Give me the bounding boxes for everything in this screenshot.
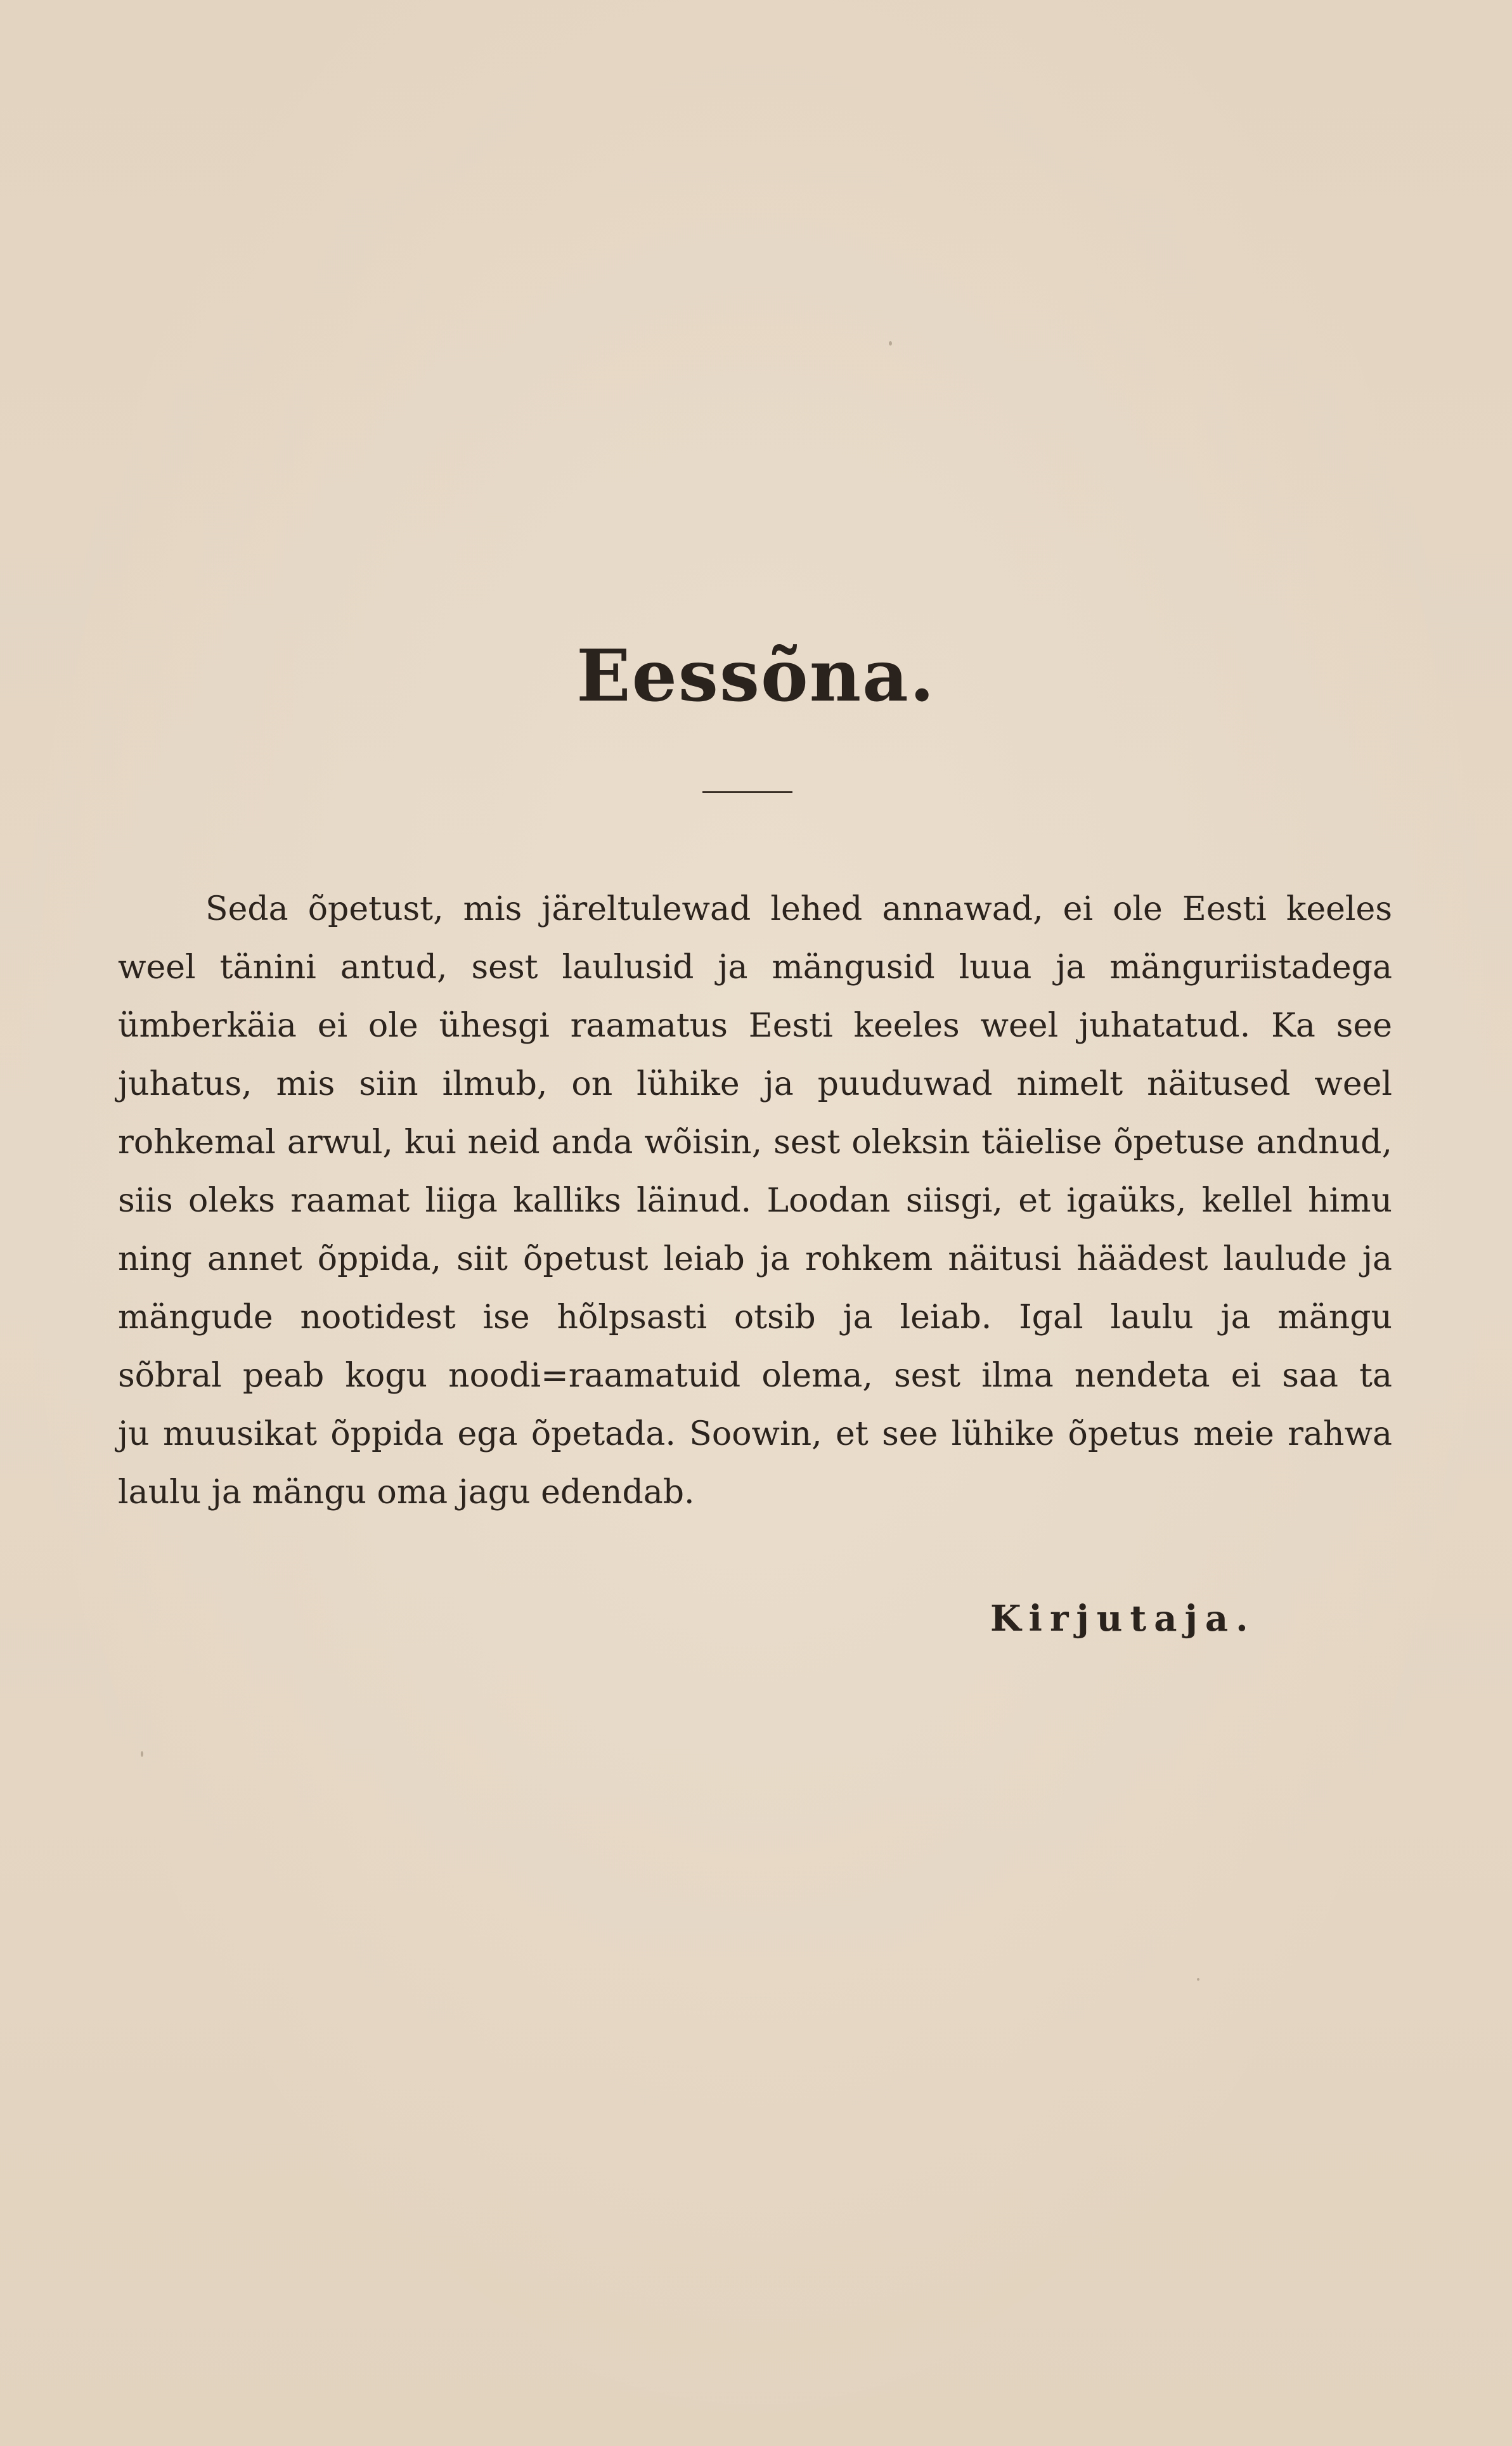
text-line: ümberkäia ei ole ühesgi raamatus Eesti keeles weel juhatatud. Ka see: [118, 1007, 1392, 1045]
paper-speck: [141, 1751, 143, 1757]
title-divider: [702, 791, 792, 793]
preface-paragraph: [118, 880, 1392, 1522]
text-line: juhatus, mis siin ilmub, on lühike ja puuduwad nimelt näitused weel: [118, 1065, 1392, 1103]
signature: Kirjutaja.: [990, 1598, 1256, 1640]
text-line: mängude nootidest ise hõlpsasti otsib ja leiab. Igal laulu ja mängu: [118, 1298, 1392, 1336]
text-line: siis oleks raamat liiga kalliks läinud. Loodan siisgi, et igaüks, kellel himu: [118, 1182, 1392, 1220]
text-line: ning annet õppida, siit õpetust leiab ja rohkem näitusi häädest laulude ja: [118, 1240, 1392, 1278]
text-line: rohkemal arwul, kui neid anda wõisin, sest oleksin täielise õpetuse andnud,: [118, 1123, 1392, 1162]
text-line: Seda õpetust, mis järeltulewad lehed annawad, ei ole Eesti keeles: [205, 890, 1392, 928]
text-line: sõbral peab kogu noodi=raamatuid olema, sest ilma nendeta ei saa ta: [118, 1357, 1392, 1395]
page-title: Eessõna.: [576, 635, 936, 718]
text-line: weel tänini antud, sest laulusid ja mängusid luua ja mänguriistadega: [118, 948, 1392, 987]
paper-speck: [1197, 1978, 1199, 1981]
text-line: ju muusikat õppida ega õpetada. Soowin, et see lühike õpetus meie rahwa: [118, 1415, 1392, 1453]
text-line: laulu ja mängu oma jagu edendab.: [118, 1473, 695, 1511]
paper-speck: [889, 341, 892, 346]
